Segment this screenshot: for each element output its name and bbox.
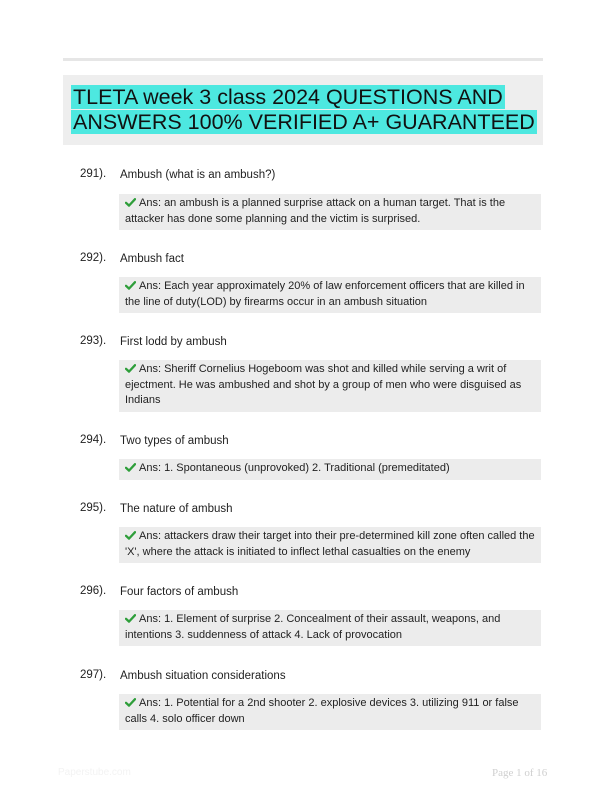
- answer-text: Ans: 1. Spontaneous (unprovoked) 2. Traditional (premeditated): [139, 462, 450, 474]
- check-icon: [125, 531, 136, 540]
- answer-text: Ans: Sheriff Cornelius Hogeboom was shot and killed while serving a writ of ejectment. He was ambushed and shot by a group of men who were disguised as Indians: [125, 363, 522, 406]
- answer-text: Ans: 1. Element of surprise 2. Concealment of their assault, weapons, and intentions 3. suddenness of attack 4. Lack of provocation: [125, 613, 501, 641]
- question-text: Ambush (what is an ambush?): [120, 169, 276, 181]
- question-text: The nature of ambush: [120, 503, 233, 515]
- question-number: 295).: [80, 502, 107, 514]
- title-line-2: ANSWERS 100% VERIFIED A+ GUARANTEED: [73, 110, 535, 134]
- answer-box: [119, 459, 541, 480]
- check-icon: [125, 463, 136, 472]
- title-line-1: TLETA week 3 class 2024 QUESTIONS AND: [73, 85, 503, 109]
- answer-text: Ans: 1. Potential for a 2nd shooter 2. explosive devices 3. utilizing 911 or false calls 4. solo officer down: [125, 697, 519, 725]
- document-title: [71, 85, 537, 135]
- title-panel: [63, 75, 543, 145]
- question-number: 292).: [80, 252, 107, 264]
- question-text: First lodd by ambush: [120, 336, 227, 348]
- top-divider: [63, 58, 543, 61]
- question-text: Ambush situation considerations: [120, 670, 286, 682]
- question-number: 297).: [80, 669, 107, 681]
- question-text: Two types of ambush: [120, 435, 229, 447]
- answer-text: Ans: an ambush is a planned surprise attack on a human target. That is the attacker has done some planning and the victim is surprised.: [125, 197, 506, 225]
- answer-box: [119, 360, 541, 412]
- answer-box: [119, 610, 541, 646]
- check-icon: [125, 364, 136, 373]
- answer-box: [119, 194, 541, 230]
- check-icon: [125, 698, 136, 707]
- answer-box: [119, 694, 541, 730]
- page-indicator: Page 1 of 16: [492, 767, 548, 779]
- question-number: 294).: [80, 434, 107, 446]
- question-number: 296).: [80, 585, 107, 597]
- check-icon: [125, 614, 136, 623]
- answer-text: Ans: Each year approximately 20% of law enforcement officers that are killed in the line of duty(LOD) by firearms occur in an ambush situation: [125, 280, 525, 308]
- answer-text: Ans: attackers draw their target into their pre-determined kill zone often called the 'X', where the attack is initiated to inflect lethal casualties on the enemy: [125, 530, 535, 558]
- answer-box: [119, 527, 541, 563]
- check-icon: [125, 281, 136, 290]
- check-icon: [125, 198, 136, 207]
- question-number: 291).: [80, 168, 107, 180]
- question-text: Four factors of ambush: [120, 586, 239, 598]
- answer-box: [119, 277, 541, 313]
- watermark-text: Paperstube.com: [58, 767, 131, 778]
- question-number: 293).: [80, 335, 107, 347]
- question-text: Ambush fact: [120, 253, 184, 265]
